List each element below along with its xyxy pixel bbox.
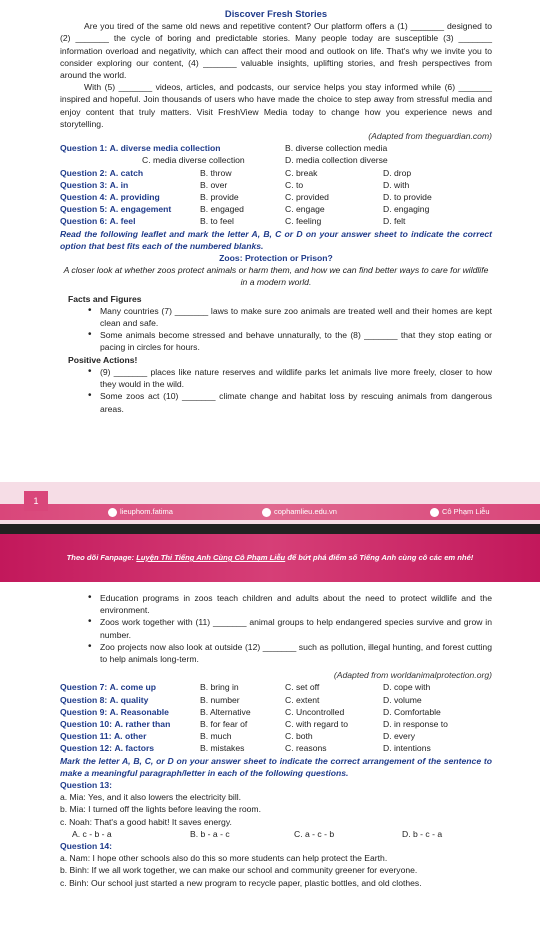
option-c[interactable]: C. break: [285, 167, 318, 178]
footer-website-link[interactable]: cophamlieu.edu.vn: [274, 507, 337, 516]
page-separator: [0, 524, 540, 534]
question-row: [60, 179, 492, 191]
question-label: Question 2:: [60, 167, 108, 178]
option-d[interactable]: D. with: [383, 179, 410, 190]
question-label: Question 11:: [60, 731, 112, 742]
worksheet-page-2: [0, 582, 540, 927]
reading-paragraph-2: With (5) _______ videos, articles, and podcasts, our service helps you stay informed while (6) _______ inspired and hopeful. Join thousands of users who have made the choice to step away from stressful media and enjoy content that truly matters. Visit FreshView Media today to change how you experience news and storytelling.: [60, 82, 492, 129]
option-d[interactable]: D. in response to: [383, 719, 448, 730]
option-b[interactable]: B. mistakes: [200, 743, 245, 754]
option-d[interactable]: D. to provide: [383, 192, 432, 203]
option-d[interactable]: D. cope with: [383, 682, 431, 693]
option-c[interactable]: C. both: [285, 731, 313, 742]
footer-facebook-link[interactable]: lieuphom.fatima: [120, 507, 173, 516]
source-citation-1: (Adapted from theguardian.com): [368, 131, 492, 142]
option-c[interactable]: C. set off: [285, 682, 320, 693]
option-b[interactable]: B. b - a - c: [190, 828, 230, 839]
leaflet-instruction: Read the following leaflet and mark the letter A, B, C or D on your answer sheet to indicate the correct option that best fits each of the numbered blanks.: [60, 228, 492, 251]
question-row: [60, 215, 492, 227]
option-d[interactable]: D. Comfortable: [383, 706, 441, 717]
facts-heading: Facts and Figures: [68, 293, 142, 304]
option-d[interactable]: D. volume: [383, 694, 422, 705]
option-b[interactable]: B. to feel: [200, 216, 234, 227]
option-a[interactable]: A. providing: [109, 192, 160, 203]
page-footer: [0, 482, 540, 524]
list-item: • Education programs in zoos teach children and adults about the need to protect wildlife and the environment.: [100, 592, 492, 616]
option-b[interactable]: B. diverse collection media: [285, 143, 388, 154]
leaflet-title: Zoos: Protection or Prison?: [219, 253, 333, 264]
q13-options: [60, 828, 492, 840]
footer-author-link[interactable]: Cô Phạm Liễu: [442, 507, 490, 516]
question-label: Question 6:: [60, 216, 108, 227]
fanpage-banner: [0, 534, 540, 582]
option-b[interactable]: B. provide: [200, 192, 239, 203]
option-b[interactable]: B. much: [200, 731, 232, 742]
question-row: [60, 191, 492, 203]
option-d[interactable]: D. intentions: [383, 743, 431, 754]
option-b[interactable]: B. Alternative: [200, 706, 251, 717]
question-14-label: Question 14:: [60, 841, 113, 852]
q14-line: b. Binh: If we all work together, we can make our school and community greener for everyone.: [60, 865, 418, 876]
banner-suffix: để bứt phá điểm số Tiếng Anh cùng cô các em nhé!: [285, 553, 474, 562]
q14-line: a. Nam: I hope other schools also do this so more students can help protect the Earth.: [60, 853, 388, 864]
option-c[interactable]: C. a - c - b: [294, 828, 335, 839]
question-row: [60, 154, 492, 166]
question-label: Question 3:: [60, 179, 108, 190]
option-a[interactable]: A. other: [113, 731, 147, 742]
question-row: [60, 681, 492, 693]
fanpage-link[interactable]: Luyện Thi Tiếng Anh Cùng Cô Phạm Liễu: [136, 553, 286, 562]
question-row: [60, 142, 492, 154]
option-c[interactable]: C. reasons: [285, 743, 327, 754]
page-number: 1: [24, 491, 48, 511]
question-label: Question 10:: [60, 719, 113, 730]
messenger-icon: [430, 508, 439, 517]
reading-title: Discover Fresh Stories: [224, 8, 328, 19]
option-d[interactable]: D. drop: [383, 167, 412, 178]
question-label: Question 12:: [60, 743, 113, 754]
facts-list: [60, 305, 492, 354]
question-13-label: Question 13:: [60, 780, 113, 791]
arrangement-instruction: Mark the letter A, B, C, or D on your answer sheet to indicate the correct arrangement of the sentence to make a meaningful paragraph/letter in each of the following questions.: [60, 755, 492, 778]
list-item: • Some animals become stressed and behave unnaturally, to the (8) _______ that they stop eating or pacing in circles for hours.: [100, 329, 492, 353]
source-citation-2: (Adapted from worldanimalprotection.org): [333, 670, 492, 681]
option-c[interactable]: C. with regard to: [285, 719, 349, 730]
option-a[interactable]: A. rather than: [114, 719, 171, 730]
list-item: • (9) _______ places like nature reserves and wildlife parks let animals live more freely, closer to how they would in the wild.: [100, 366, 492, 390]
question-block-2: [60, 681, 492, 754]
option-b[interactable]: B. over: [200, 179, 228, 190]
option-d[interactable]: D. engaging: [383, 204, 430, 215]
option-d[interactable]: D. every: [383, 731, 415, 742]
list-item: • Some zoos act (10) _______ climate change and habitat loss by rescuing animals from dangerous areas.: [100, 390, 492, 414]
actions-heading: Positive Actions!: [68, 354, 138, 365]
list-item: • Many countries (7) _______ laws to make sure zoo animals are treated well and their homes are kept clean and safe.: [100, 305, 492, 329]
option-d[interactable]: D. media collection diverse: [285, 155, 388, 166]
reading-paragraph-1: Are you tired of the same old news and repetitive content? Our platform offers a (1) _______ designed to (2) _______ the cycle of boring and predictable stories. Many people today are susceptible (3) _______ information overload and negativity, which can affect their mood and outlook on life. That's why we invite you to consider exploring our content, (4) _______ valuable insights, uplifting stories, and fresh perspectives from around the world.: [60, 21, 492, 81]
option-c[interactable]: C. feeling: [285, 216, 322, 227]
question-row: [60, 718, 492, 730]
q13-line: b. Mia: I turned off the lights before leaving the room.: [60, 804, 261, 815]
question-label: Question 5:: [60, 204, 108, 215]
option-a[interactable]: A. engagement: [109, 204, 172, 215]
leaflet-list-continued: [60, 592, 492, 665]
list-item: • Zoo projects now also look at outside (12) _______ such as pollution, illegal hunting, and forest cutting to help animals long-term.: [100, 641, 492, 665]
option-c[interactable]: C. media diverse collection: [142, 155, 245, 166]
option-b[interactable]: B. throw: [200, 167, 232, 178]
globe-icon: [262, 508, 271, 517]
option-a[interactable]: A. catch: [109, 167, 144, 178]
q13-line: c. Noah: That's a good habit! It saves energy.: [60, 816, 232, 827]
question-row: [60, 203, 492, 215]
option-c[interactable]: C. to: [285, 179, 304, 190]
list-item: • Zoos work together with (11) _______ animal groups to help endangered species survive and grow in number.: [100, 616, 492, 640]
option-a[interactable]: A. come up: [109, 682, 156, 693]
option-a[interactable]: A. diverse media collection: [109, 143, 221, 154]
question-row: [60, 167, 492, 179]
option-a[interactable]: A. Reasonable: [109, 706, 169, 717]
option-d[interactable]: D. felt: [383, 216, 406, 227]
banner-prefix: Theo dõi Fanpage:: [66, 553, 137, 562]
question-row: [60, 730, 492, 742]
option-c[interactable]: C. Uncontrolled: [285, 706, 345, 717]
option-a[interactable]: A. in: [109, 179, 129, 190]
facebook-icon: [108, 508, 117, 517]
question-label: Question 4:: [60, 192, 108, 203]
actions-list: [60, 366, 492, 415]
option-a[interactable]: A. c - b - a: [72, 828, 112, 839]
option-a[interactable]: A. feel: [109, 216, 136, 227]
q14-line: c. Binh: Our school just started a new program to recycle paper, plastic bottles, and old clothes.: [60, 877, 422, 888]
q13-line: a. Mia: Yes, and it also lowers the electricity bill.: [60, 792, 242, 803]
question-row: [60, 706, 492, 718]
option-c[interactable]: C. engage: [285, 204, 325, 215]
question-label: Question 7:: [60, 682, 108, 693]
option-c[interactable]: C. extent: [285, 694, 320, 705]
option-b[interactable]: B. for fear of: [200, 719, 248, 730]
option-c[interactable]: C. provided: [285, 192, 329, 203]
option-d[interactable]: D. b - c - a: [402, 828, 443, 839]
option-a[interactable]: A. quality: [109, 694, 149, 705]
question-row: [60, 742, 492, 754]
question-label: Question 9:: [60, 706, 108, 717]
question-label: Question 1:: [60, 143, 108, 154]
option-b[interactable]: B. number: [200, 694, 240, 705]
option-b[interactable]: B. bring in: [200, 682, 239, 693]
option-b[interactable]: B. engaged: [200, 204, 244, 215]
leaflet-intro: A closer look at whether zoos protect animals or harm them, and how we can find better ways to care for wildlife in a modern world.: [63, 265, 489, 288]
question-row: [60, 694, 492, 706]
question-block-1: [60, 142, 492, 227]
option-a[interactable]: A. factors: [114, 743, 155, 754]
question-label: Question 8:: [60, 694, 108, 705]
